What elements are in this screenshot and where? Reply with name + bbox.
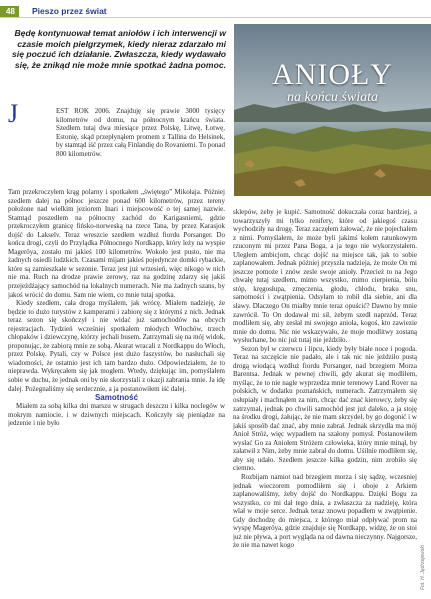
article-title: ANIOŁY: [272, 58, 393, 91]
article-subtitle: na końcu świata: [287, 90, 378, 105]
dropcap-letter: J: [8, 99, 19, 128]
dropcap: [8, 99, 56, 183]
paragraph: Rozbijam namiot nad brzegiem morza i się sądzę, wczesniej jednak wieczorem pomodliłem się i oboje z Arkiem zaplanowaliśmy, żeby dojść do Nordkappu. Dzięki Bogu za wszystko, co mi dał tego dnia, a zwłaszcza za nadzieję, która wlał w moje serce. Jednak teraz znowu popadłem w zwątpienie. Gdy dochodzę do miejsca, z którego miał odpływać prom na wyspę Mageröya, gdzie znajduje się Nordkapp, widzę, że on stoi już nie pływa, a port wygląda na od dawna nieczynny. Najgorsze, że nie ma nawet kogo: [233, 472, 417, 550]
paragraph: Tam przekroczyłem krąg polarny i spotkałem „świętego” Mikołaja. Później szedłem dalej na północ jeszcze ponad 600 kilometrów, przez tereny położone nad wielkim jeziorem Inari i miejscowość o tej samej nazwie. Stamtąd poszedłem na północny zachód do Karigasniemi, gdzie przekroczyłem granicę fińsko-norweską na rzece Tana, by przez Karasjok dojść do Lakselv. Teraz wreszcie szedłem wzdłuż fiordu Porsanger. Do końca drogi, czyli do Przylądka Północnego Nordkapp, który leży na wyspie Mageröya, zostało mi jakieś 100 kilometrów. Wokoło jest pusto, nie ma żadnych osiedli ludzkich. Czasami mijam jakieś pojedyncze domki rybackie, które są zamieszkałe w sezonie. Teraz jest już wrzesień, więc nikogo w nich nie ma. Ruch na drodze prawie zerowy, raz na godzinę zdarzy się jakiś przejeżdżający samochód na lokalnych numerach. Nie ma żadnych szans, by jakoś wrócić do domu. Sam nie wiem, co mnie tutaj spotka.: [8, 188, 225, 299]
header-photo: [234, 24, 431, 196]
photo-credit: Fot. H. Jędrzejewski: [420, 544, 426, 590]
article-intro: [56, 107, 225, 158]
paragraph: Kiedy szedłem, cała droga myślałem, jak wrócę. Miałem nadzieję, że będzie to dużo turystów z kamperami i zabiorę się z którymś z nich. Jednak teraz sezon się skończył i nie widać już samochodów na obcych rejestracjach. Tydzień wcześniej spotkałem młodych Włochów, trzech chłopaków i dziewczynę, którzy jechali busem. Zatrzymali się na mój widok, proponując, że zabiorą mnie ze sobą. Akurat wracali z Nordkappu do Włoch, przez Polskę. Pytali, czy w Polsce jest dużo faszystów, bo nasłuchali się wiadomości, że ostatnio jest ich tam bardzo dużo. Odpowiedziałem, że to nieprawda. Wykręcałem się jak mogłem. Wtedy, dziękując im, pomyślałem sobie w duchu, że jednak oni by nie skorzystali z okazji zabrania mnie. Ja idę dalej. Pożegnaliśmy się serdecznie, a ja postanowiłem iść dalej.: [8, 299, 225, 393]
article-column-1: [8, 188, 225, 565]
section-title: Pieszo przez świat: [32, 6, 107, 16]
page-number: 48: [0, 6, 19, 18]
lead-paragraph: Będę kontynuował temat aniołów i ich interwencji w czasie moich pielgrzymek, kiedy nieraz zdarzało mi się poczuć ich działanie. Zwłaszcza, kiedy wydawało się, że znikąd nie może mnie spotkać żadna pomoc.: [12, 28, 226, 70]
paragraph: Miałem za sobą kilka dni marszu w strugach deszczu i kilka noclegów w mokrym namiocie, i w dziwnych miejscach. Kończyły się pieniądze na jedzenie i nie było: [8, 402, 225, 428]
paragraph: Sezon był w czerwcu i lipcu, kiedy były białe noce i pogoda. Teraz na szczęście nie padało, ale i tak nic nie jeździło pustą drogą wiodącą wzdłuż fiordu Porsanger, nad brzegiem Morza Barentsa. Jednak w pewnej chwili, gdy akurat się modliłem, myśląc, że to nie nagle wyprzedza mnie terenowy Land Rover na polskich, w dodatku poznańskich, numerach. Zatrzymałem się osłupiały i machnąłem za nim, chcąc dać znać kierowcy, żeby się zatrzymał, jednak po chwili samochód jest już daleko, a ja stoję na środku drogi, żałując, że nie mam skrzydeł, by go dogonić i w jakiś sposób dać znać, aby mnie zabrał. Jednak skrzydła ma mój Anioł Stróż, więc wypadłem na szałony pomysł. Postanowiłem wysłać Go za Aniołem Stróżem człowieka, który mnie minął, by załatwił z Nim, żeby mnie zabrał do domu. Uśilnie modliłem się, aby się udało. Szedłem jeszcze kilka godzin, nim zrobiło się ciemno.: [233, 344, 417, 473]
intro-paragraph: EST ROK 2006. Znajduję się prawie 3000 tysięcy kilometrów od domu, na północnym krańcu świata. Szedłem tutaj dwa miesiące przez Polskę, Litwę, Łotwę, Estonię, skąd przepłynąłem promem z Tallina do Helsinek, by stamtąd iść przez całą Finlandię do Rovaniemi. To ponad 800 kilometrów.: [56, 107, 225, 158]
header-rule: [0, 17, 431, 18]
fjord-landscape-image: [234, 24, 431, 196]
paragraph: sklepów, żeby je kupić. Samotność dokuczała coraz bardziej, a towarzyszyły mi tylko renifery, które od jakiegoś czasu wychodziły na drogę. Teraz zaczęłem żałować, że nie pojechałem z nimi. Pomyślałem, że może byli jakimś kołem ratunkowym rzuconym mi przez Pana Boga, a ja tego nie wykorzystałem. Uległem ambicjom, chcąc dojść na miejsce tak, jak to sobie zaplanowałem. Jednak później przyszła nadzieja, że może On mi jeszcze pomoże i znów zesle swoje anioły. Przecież to na Jego chwałę tutaj szedłem, mimo wszystko, mimo cierpienia, bólu stóp, kręgosłupa, zmęczenia, głodu, chłodu, braku snu, samotności i zwątpienia. Odsyłam to robił dla siebie, ani dla sławy. Dlaczego On miałby mnie teraz opuścić? Dawno by mnie zawrócił. To On dodawał mi sił, żebym szedł naprzód. Teraz modliłem się, aby zesłał mi swojego anioła, kogoś, kto zawiezie mnie do domu. Nic nie wskazywało, że moje modlitwy zostaną wysłuchane, bo nic już tutaj nie jeździło.: [233, 208, 417, 345]
subheading: Samotność: [94, 393, 139, 403]
article-column-2: [233, 208, 417, 594]
